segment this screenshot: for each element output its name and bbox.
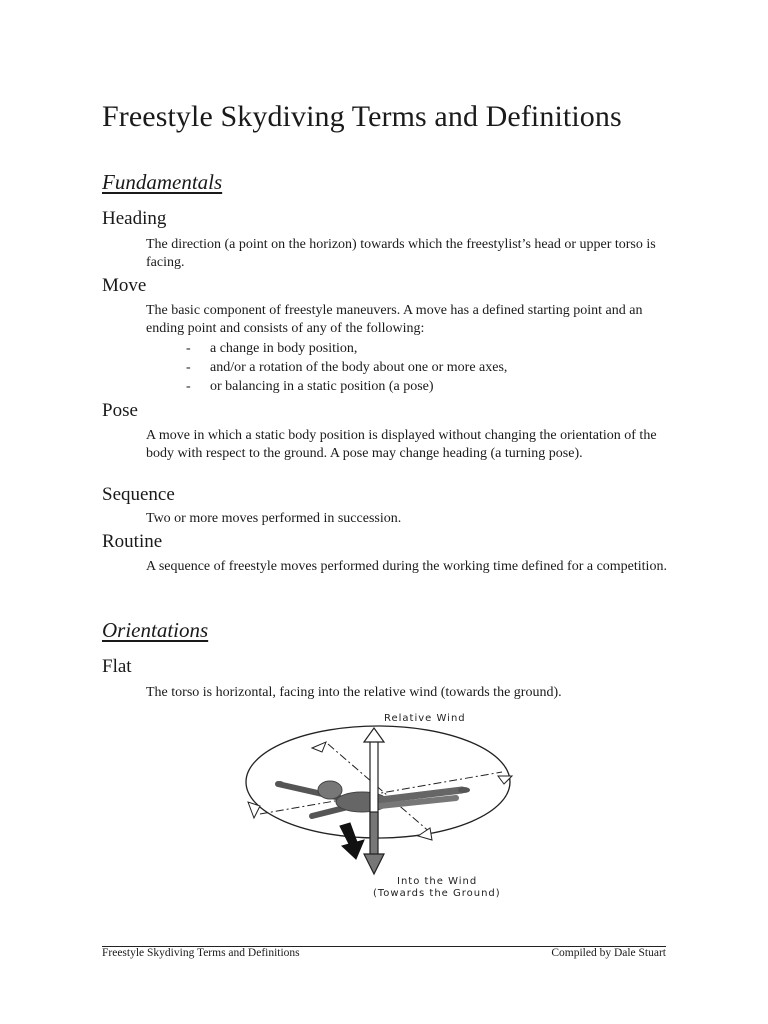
bullet-text: or balancing in a static position (a pose) [210, 379, 434, 394]
term-heading: Heading [102, 208, 167, 229]
into-the-wind-label: Into the Wind [397, 876, 478, 887]
heading-direction-arrow-icon [340, 823, 364, 859]
definition-flat: The torso is horizontal, facing into the relative wind (towards the ground). [146, 685, 562, 700]
definition-pose: A move in which a static body position is displayed without changing the orientation of the body with respect to the ground. A pose may change heading (a turning pose). [146, 428, 657, 461]
definition-routine: A sequence of freestyle moves performed during the working time defined for a competition. [146, 559, 667, 574]
list-item [186, 339, 507, 358]
term-move: Move [102, 275, 147, 296]
towards-the-ground-label: (Towards the Ground) [373, 888, 501, 899]
document-title: Freestyle Skydiving Terms and Definitions [102, 100, 622, 133]
footer-author: Compiled by Dale Stuart [551, 947, 666, 959]
move-bullet-list [186, 339, 507, 396]
term-sequence: Sequence [102, 484, 175, 505]
into-wind-arrow-icon [364, 812, 384, 874]
heading-marker-icon [312, 742, 326, 752]
heading-marker-icon [418, 828, 432, 840]
lateral-axis-line [328, 744, 432, 834]
definition-heading: The direction (a point on the horizon) towards which the freestylist’s head or upper torso is facing. [146, 237, 656, 270]
heading-marker-icon [248, 802, 260, 818]
term-pose: Pose [102, 400, 138, 421]
definition-move: The basic component of freestyle maneuvers. A move has a defined starting point and an ending point and consists of any of the following: [146, 303, 643, 336]
section-title-fundamentals: Fundamentals [102, 170, 223, 194]
flat-orientation-diagram [240, 706, 530, 906]
footer-document-title: Freestyle Skydiving Terms and Definitions [102, 947, 300, 959]
term-routine: Routine [102, 531, 163, 552]
section-title-orientations: Orientations [102, 618, 209, 642]
bullet-text: a change in body position, [210, 341, 358, 356]
bullet-dash: - [186, 379, 191, 394]
term-flat: Flat [102, 656, 132, 677]
bullet-dash: - [186, 360, 191, 375]
bullet-text: and/or a rotation of the body about one or more axes, [210, 360, 508, 375]
relative-wind-label: Relative Wind [384, 713, 466, 724]
definition-sequence: Two or more moves performed in succession. [146, 511, 402, 526]
diagram-svg [240, 706, 530, 906]
list-item [186, 377, 507, 396]
list-item [186, 358, 507, 377]
bullet-dash: - [186, 341, 191, 356]
